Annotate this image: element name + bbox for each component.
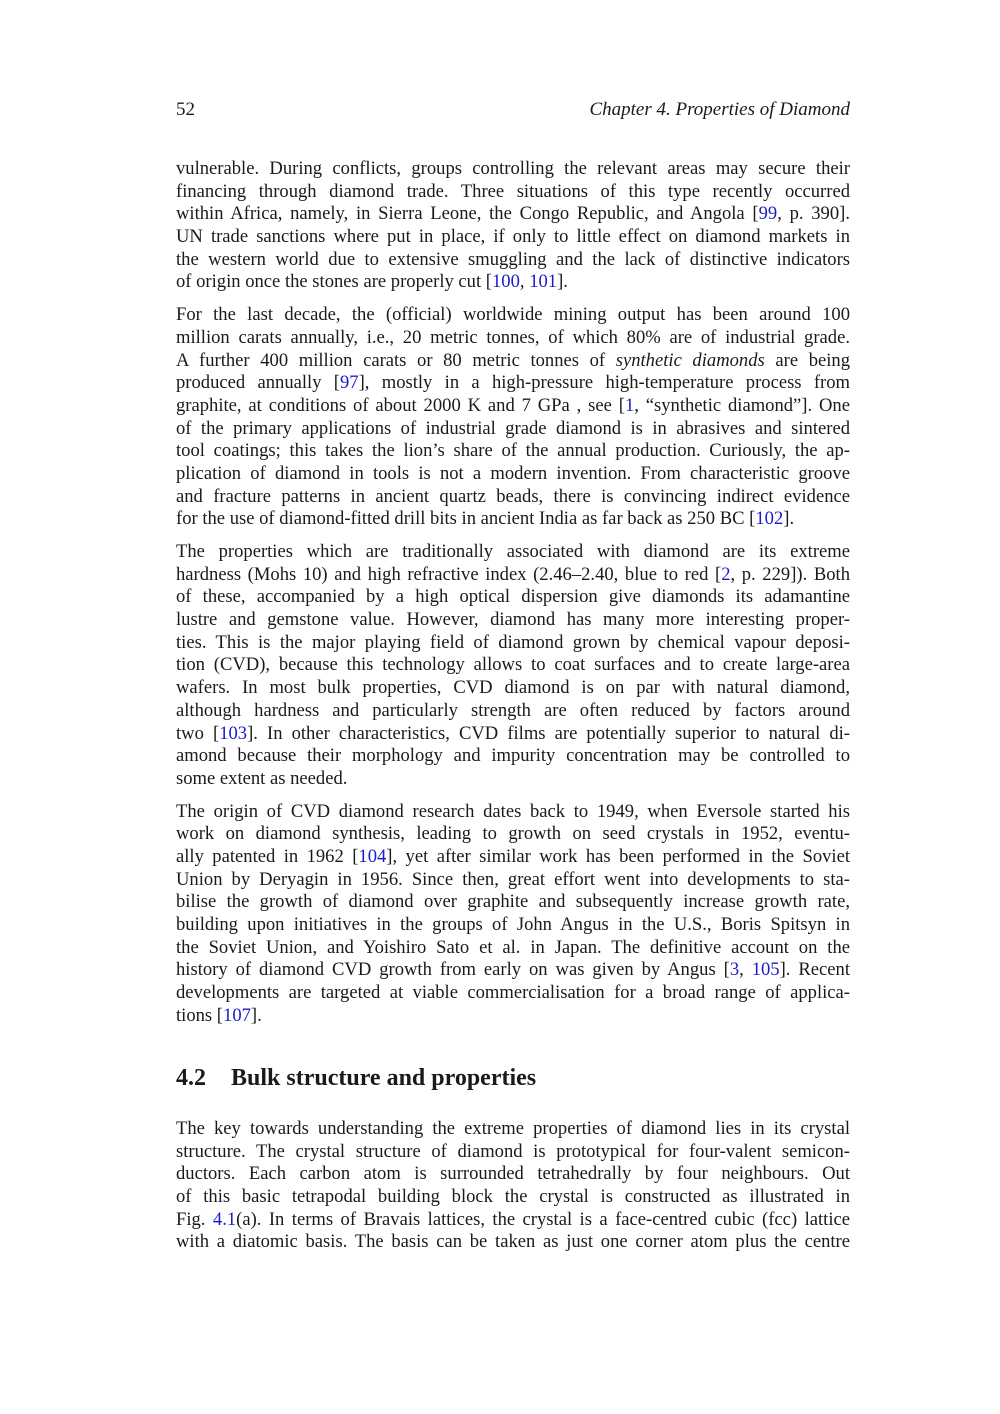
text-span: , <box>519 271 530 293</box>
citation-link[interactable]: 101 <box>529 271 558 293</box>
text-span: , <box>739 959 752 981</box>
paragraph <box>176 801 850 1028</box>
body-text-section <box>176 1118 850 1254</box>
text-line <box>176 586 850 609</box>
text-span: UN trade sanctions where put in place, if only to little effect on diamond markets in <box>176 226 850 248</box>
text-line <box>176 609 850 632</box>
paragraph <box>176 304 850 531</box>
text-line <box>176 271 850 294</box>
text-line <box>176 1141 850 1164</box>
text-line <box>176 486 850 509</box>
text-line <box>176 937 850 960</box>
text-line <box>176 723 850 746</box>
text-line <box>176 327 850 350</box>
text-line <box>176 350 850 373</box>
text-line <box>176 440 850 463</box>
citation-link[interactable]: 107 <box>223 1004 251 1026</box>
text-span: of the primary applications of industrial grade diamond is in abrasives and sintered <box>176 417 850 439</box>
citation-link[interactable]: 3 <box>729 959 740 981</box>
text-span: of this basic tetrapodal building block the crystal is constructed as illustrated in <box>176 1186 850 1208</box>
text-line <box>176 1186 850 1209</box>
text-span: ], mostly in a high-pressure high-temperature process from <box>358 372 850 394</box>
text-line <box>176 1231 850 1254</box>
citation-link[interactable]: 100 <box>492 271 520 293</box>
text-span: tool coatings; this takes the lion’s share of the annual production. Curiously, the ap- <box>176 440 850 462</box>
text-span: hardness (Mohs 10) and high refractive index (2.46–2.40, blue to red [ <box>176 563 722 585</box>
citation-link[interactable]: 2 <box>721 563 731 585</box>
text-span: tion (CVD), because this technology allows to coat surfaces and to create large-area <box>176 654 850 676</box>
citation-link[interactable]: 97 <box>340 372 359 394</box>
text-line <box>176 632 850 655</box>
text-span: ], yet after similar work has been performed in the Soviet <box>386 845 850 867</box>
text-span: graphite, at conditions of about 2000 K and 7 GPa , see [ <box>176 394 625 416</box>
text-span: financing through diamond trade. Three situations of this type recently occurred <box>176 180 850 202</box>
text-span: million carats annually, i.e., 20 metric tonnes, of which 80% are of industrial grade. <box>176 326 850 348</box>
text-line <box>176 541 850 564</box>
text-span: the Soviet Union, and Yoishiro Sato et al. in Japan. The definitive account on the <box>176 936 850 958</box>
text-span: structure. The crystal structure of diamond is prototypical for four-valent semicon- <box>176 1140 850 1162</box>
text-span: ]. <box>250 1004 262 1026</box>
text-span: plication of diamond in tools is not a modern invention. From characteristic groove <box>176 462 850 484</box>
running-head: Chapter 4. Properties of Diamond <box>589 99 850 120</box>
text-line <box>176 1118 850 1141</box>
text-span: ]. Recent <box>779 959 850 981</box>
citation-link[interactable]: 102 <box>755 508 784 530</box>
text-span: ally patented in 1962 [ <box>176 845 359 867</box>
text-line <box>176 1209 850 1232</box>
paragraph <box>176 1118 850 1254</box>
text-span: ]. <box>557 271 568 293</box>
text-span: of origin once the stones are properly cut [ <box>176 271 492 293</box>
paragraph <box>176 541 850 791</box>
text-span: A further 400 million carats or 80 metric tonnes of <box>176 349 616 371</box>
text-span: amond because their morphology and impurity concentration may be controlled to <box>176 745 850 767</box>
text-span: vulnerable. During conflicts, groups controlling the relevant areas may secure their <box>176 158 850 179</box>
text-span: and fracture patterns in ancient quartz beads, there is convincing indirect evidence <box>176 485 850 507</box>
text-span: are being <box>764 349 850 371</box>
text-span: , “synthetic diamond”]. One <box>634 394 850 416</box>
text-span: within Africa, namely, in Sierra Leone, the Congo Republic, and Angola [ <box>176 203 759 225</box>
text-span: the western world due to extensive smuggling and the lack of distinctive indicators <box>176 248 850 270</box>
citation-link[interactable]: 105 <box>751 959 780 981</box>
text-span: some extent as needed. <box>176 767 348 789</box>
text-line <box>176 891 850 914</box>
citation-link[interactable]: 103 <box>219 722 248 744</box>
text-span: with a diatomic basis. The basis can be taken as just one corner atom plus the centre <box>176 1231 850 1253</box>
text-span: for the use of diamond-fitted drill bits in ancient India as far back as 250 BC [ <box>176 508 756 530</box>
emphasis-text: synthetic diamonds <box>615 349 765 371</box>
text-span: Union by Deryagin in 1956. Since then, great effort went into developments to sta- <box>176 868 850 890</box>
text-line <box>176 654 850 677</box>
text-line <box>176 914 850 937</box>
text-line <box>176 463 850 486</box>
text-line <box>176 395 850 418</box>
text-span: history of diamond CVD growth from early on was given by Angus [ <box>176 959 730 981</box>
text-line <box>176 700 850 723</box>
text-span: lustre and gemstone value. However, diamond has many more interesting proper- <box>176 609 850 631</box>
text-span: wafers. In most bulk properties, CVD diamond is on par with natural diamond, <box>176 677 850 699</box>
text-line <box>176 869 850 892</box>
text-span: building upon initiatives in the groups of John Angus in the U.S., Boris Spitsyn in <box>176 914 850 935</box>
text-line <box>176 372 850 395</box>
text-line <box>176 823 850 846</box>
text-line <box>176 418 850 441</box>
text-span: tions [ <box>176 1004 224 1026</box>
text-line <box>176 846 850 869</box>
text-line <box>176 249 850 272</box>
text-span: work on diamond synthesis, leading to growth on seed crystals in 1952, eventu- <box>176 823 850 845</box>
text-line <box>176 158 850 181</box>
citation-link[interactable]: 99 <box>758 203 778 225</box>
text-span: bilise the growth of diamond over graphite and subsequently increase growth rate, <box>176 891 850 913</box>
text-span: For the last decade, the (official) worldwide mining output has been around 100 <box>176 304 850 326</box>
text-line <box>176 304 850 327</box>
text-span: two [ <box>176 722 220 744</box>
text-span: (a). In terms of Bravais lattices, the crystal is a face-centred cubic (fcc) lattice <box>236 1208 850 1230</box>
citation-link[interactable]: 104 <box>358 845 387 867</box>
text-line <box>176 564 850 587</box>
text-span: The key towards understanding the extreme properties of diamond lies in its crystal <box>176 1118 850 1139</box>
text-span: , p. 390]. <box>777 203 850 225</box>
text-line <box>176 1163 850 1186</box>
text-span: developments are targeted at viable commercialisation for a broad range of applica- <box>176 982 850 1004</box>
body-text-top <box>176 158 850 1027</box>
text-line <box>176 181 850 204</box>
text-span: ]. In other characteristics, CVD films are potentially superior to natural di- <box>247 722 850 744</box>
text-line <box>176 959 850 982</box>
text-span: The origin of CVD diamond research dates back to 1949, when Eversole started his <box>176 800 850 822</box>
text-span: ductors. Each carbon atom is surrounded tetrahedrally by four neighbours. Out <box>176 1163 850 1185</box>
section-number: 4.2 <box>176 1065 206 1091</box>
text-span: of these, accompanied by a high optical dispersion give diamonds its adamantine <box>176 586 850 608</box>
section-heading <box>176 1062 536 1094</box>
text-line <box>176 226 850 249</box>
text-line <box>176 677 850 700</box>
text-span: produced annually [ <box>176 372 340 394</box>
paragraph <box>176 158 850 294</box>
text-span: Fig. <box>176 1208 213 1230</box>
page-number: 52 <box>176 99 195 120</box>
text-line <box>176 203 850 226</box>
citation-link[interactable]: 4.1 <box>212 1208 237 1230</box>
text-line <box>176 982 850 1005</box>
text-line <box>176 745 850 768</box>
text-line <box>176 768 850 791</box>
text-span: ]. <box>783 508 795 530</box>
text-span: The properties which are traditionally associated with diamond are its extreme <box>176 541 850 562</box>
text-span: ties. This is the major playing field of diamond grown by chemical vapour deposi- <box>176 631 850 653</box>
text-line <box>176 508 850 531</box>
text-span: although hardness and particularly strength are often reduced by factors around <box>176 699 850 721</box>
section-title: Bulk structure and properties <box>231 1065 537 1091</box>
page-header <box>176 99 850 123</box>
text-span: , p. 229]). Both <box>730 563 850 585</box>
citation-link[interactable]: 1 <box>624 394 635 416</box>
text-line <box>176 801 850 824</box>
text-line <box>176 1005 850 1028</box>
